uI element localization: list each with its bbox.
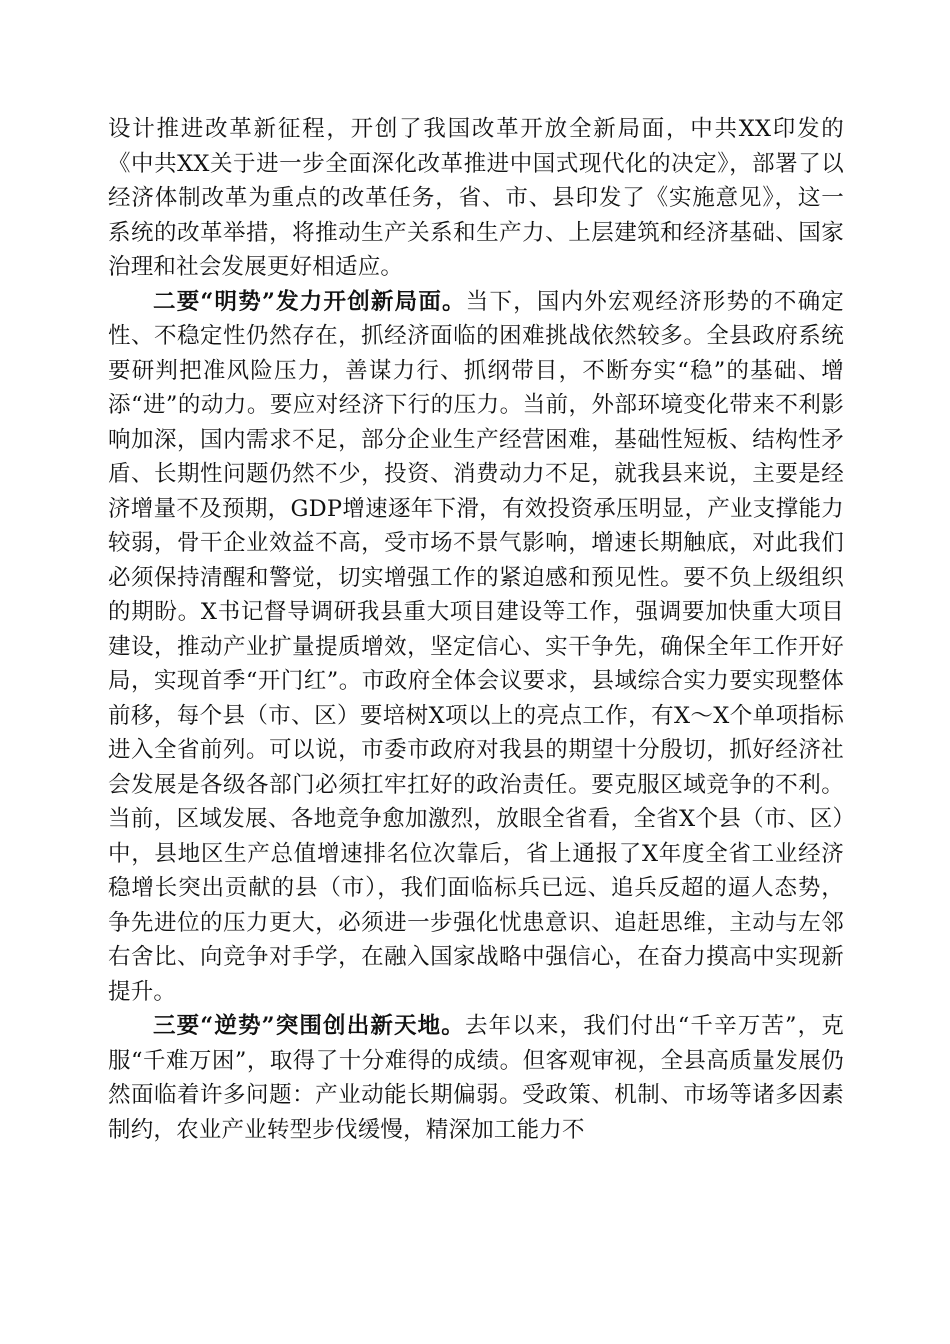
paragraph-3 bbox=[108, 1009, 844, 1147]
paragraph-3-heading: 三要“逆势”突围创出新天地。 bbox=[153, 1013, 465, 1039]
document-page bbox=[108, 112, 844, 1147]
paragraph-2-heading: 二要“明势”发力开创新局面。 bbox=[153, 288, 466, 315]
paragraph-3-text: 去年以来，我们付出“千辛万苦”，克服“千难万困”，取得了十分难得的成绩。但客观审视，全县高质量发展仍然面临着许多问题：产业动能长期偏弱。受政策、机制、市场等诸多因素制约，农业产业转型步伐缓慢，精深加工能力不 bbox=[108, 1013, 845, 1143]
paragraph-2 bbox=[108, 285, 844, 1010]
paragraph-2-text: 当下，国内外宏观经济形势的不确定性、不稳定性仍然存在，抓经济面临的困难挑战依然较多。全县政府系统要研判把准风险压力，善谋力行、抓纲带目，不断夯实“稳”的基础、增添“进”的动力。要应对经济下行的压力。当前，外部环境变化带来不利影响加深，国内需求不足，部分企业生产经营困难，基础性短板、结构性矛盾、长期性问题仍然不少，投资、消费动力不足，就我县来说，主要是经济增量不及预期，GDP增速逐年下滑，有效投资承压明显，产业支撑能力较弱，骨干企业效益不高，受市场不景气影响，增速长期触底，对此我们必须保持清醒和警觉，切实增强工作的紧迫感和预见性。要不负上级组织的期盼。X书记督导调研我县重大项目建设等工作，强调要加快重大项目建设，推动产业扩量提质增效，坚定信心、实干争先，确保全年工作开好局，实现首季“开门红”。市政府全体会议要求，县域综合实力要实现整体前移，每个县（市、区）要培树X项以上的亮点工作，有X～X个单项指标进入全省前列。可以说，市委市政府对我县的期望十分殷切，抓好经济社会发展是各级各部门必须扛牢扛好的政治责任。要克服区域竞争的不利。当前，区域发展、各地竞争愈加激烈，放眼全省看，全省X个县（市、区）中，县地区生产总值增速排名位次靠后，省上通报了X年度全省工业经济稳增长突出贡献的县（市），我们面临标兵已远、追兵反超的逼人态势，争先进位的压力更大，必须进一步强化忧患意识、追赶思维，主动与左邻右舍比、向竞争对手学，在融入国家战略中强信心，在奋力摸高中实现新提升。 bbox=[108, 288, 845, 1005]
paragraph-1 bbox=[108, 112, 844, 285]
paragraph-1-text: 设计推进改革新征程，开创了我国改革开放全新局面，中共XX印发的《中共XX关于进一步全面深化改革推进中国式现代化的决定》，部署了以经济体制改革为重点的改革任务，省、市、县印发了《实施意见》，这一系统的改革举措，将推动生产关系和生产力、上层建筑和经济基础、国家治理和社会发展更好相适应。 bbox=[108, 116, 844, 280]
